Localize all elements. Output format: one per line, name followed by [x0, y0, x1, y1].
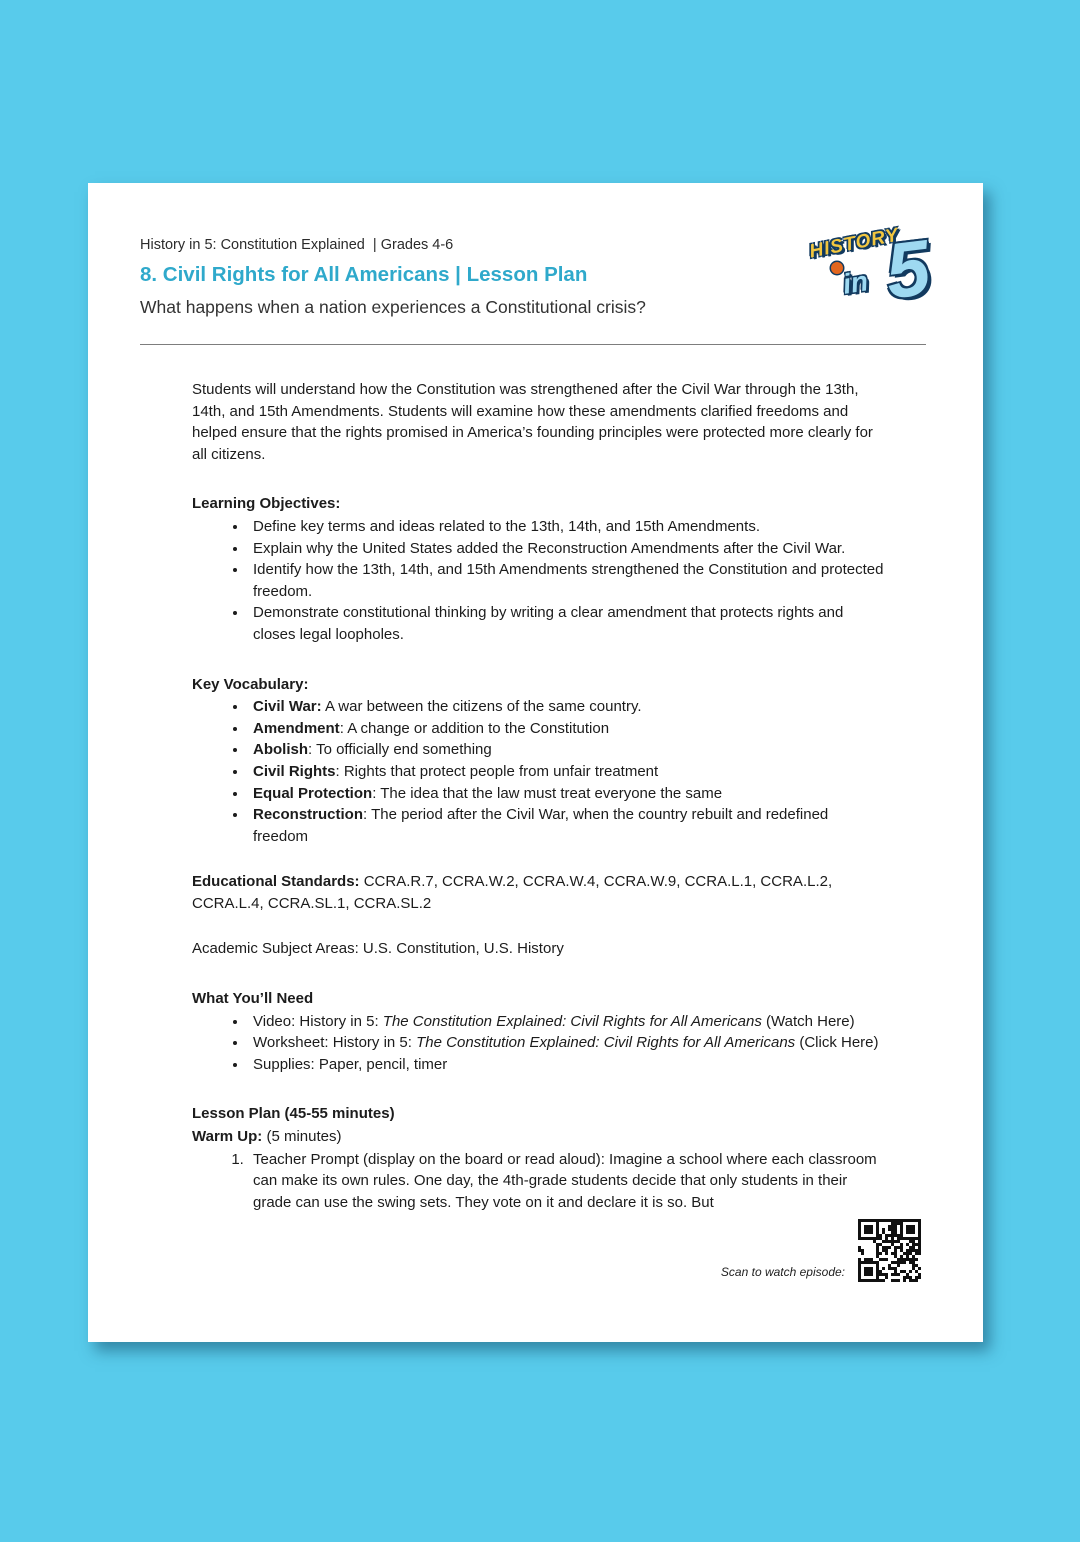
text-run: Equal Protection — [253, 784, 373, 802]
qr-code — [858, 1219, 921, 1282]
qr-footer — [721, 1219, 921, 1282]
text-run: A war between the citizens of the same country. — [321, 698, 642, 716]
paragraph — [192, 938, 886, 960]
text-run: : A change or addition to the Constitution — [339, 719, 610, 737]
text-run: Students will understand how the Constitution was strengthened after the Civil War through the 13th, 14th, and 15th Amendments. Students will examine how these amendments clarified freedoms and helped ensure that the rights promised in America’s founding principles were protected more clearly for all citizens. — [192, 381, 873, 463]
standards-label: Educational Standards: — [192, 873, 360, 891]
text-run: Demonstrate constitutional thinking by writing a clear amendment that protects rights and closes legal loopholes. — [253, 604, 844, 643]
page-subtitle: What happens when a nation experiences a Constitutional crisis? — [140, 297, 646, 317]
text-run: : Rights that protect people from unfair treatment — [335, 762, 659, 780]
history-in-5-logo — [807, 222, 935, 327]
list-item — [248, 739, 886, 761]
list-item — [248, 1149, 886, 1214]
text-run: (5 minutes) — [262, 1128, 342, 1146]
qr-caption: Scan to watch episode: — [720, 1265, 845, 1279]
text-run: Define key terms and ideas related to the 13th, 14th, and 15th Amendments. — [253, 517, 760, 535]
warm-up-label: Warm Up: — [192, 1128, 263, 1146]
paragraph — [192, 1126, 886, 1148]
text-run: Identify how the 13th, 14th, and 15th Amendments strengthened the Constitution and protected freedom. — [253, 561, 884, 600]
list-item — [248, 696, 886, 718]
page-title: 8. Civil Rights for All Americans | Lesson Plan — [140, 263, 588, 286]
list-item — [248, 761, 886, 783]
list-item — [248, 559, 886, 602]
click-here-link[interactable]: (Click Here) — [799, 1034, 879, 1052]
text-run: : The idea that the law must treat everyone the same — [372, 784, 723, 802]
text-run: The Constitution Explained: Civil Rights for All Americans — [416, 1034, 796, 1052]
logo-word-history: HISTORY — [807, 224, 901, 263]
section-heading — [192, 988, 886, 1010]
text-run: Abolish — [253, 741, 308, 759]
list-item — [248, 1011, 886, 1033]
text-run: Amendment — [253, 719, 340, 737]
paragraph — [192, 871, 886, 914]
text-run: Video: History in 5: — [253, 1012, 383, 1030]
series-eyebrow: History in 5: Constitution Explained | Grades 4-6 — [140, 237, 454, 253]
list-item — [248, 1032, 886, 1054]
text-run: Learning Objectives: — [192, 495, 341, 513]
watch-here-link[interactable]: (Watch Here) — [766, 1012, 855, 1030]
section-heading — [192, 674, 886, 696]
text-run: : To officially end something — [308, 741, 492, 759]
section-heading — [192, 493, 886, 515]
list-item — [248, 516, 886, 538]
logo-numeral-5: 5 — [880, 222, 935, 316]
text-run: Civil Rights — [253, 762, 336, 780]
list-item — [248, 602, 886, 645]
text-run: Key Vocabulary: — [192, 675, 309, 693]
text-run: Reconstruction — [253, 806, 364, 824]
subject-areas: Academic Subject Areas: U.S. Constitution, U.S. History — [192, 940, 564, 958]
standards-list: CCRA.R.7, CCRA.W.2, CCRA.W.4, CCRA.W.9, CCRA.L.1, CCRA.L.2, CCRA.L.4, CCRA.SL.1, CCRA.SL.2 — [192, 873, 833, 912]
document-header — [140, 237, 780, 318]
list-item — [248, 804, 886, 847]
text-run: Supplies: Paper, pencil, timer — [253, 1055, 448, 1073]
text-run: What You’ll Need — [192, 990, 314, 1008]
list-item — [248, 538, 886, 560]
document-page — [88, 183, 983, 1342]
list-item — [248, 718, 886, 740]
text-run: Civil War: — [253, 698, 322, 716]
text-run: Teacher Prompt (display on the board or read aloud): Imagine a school where each classroom can make its own rules. One day, the 4th-grade students decide that only students in their grade can use the swing sets. They vote on it and declare it is so. But — [253, 1150, 877, 1211]
section-heading — [192, 1103, 886, 1125]
header-divider — [140, 344, 926, 345]
list-item — [248, 1054, 886, 1076]
list-item — [248, 783, 886, 805]
text-run: The Constitution Explained: Civil Rights for All Americans — [382, 1012, 762, 1030]
text-run: : The period after the Civil War, when the country rebuilt and redefined freedom — [253, 806, 829, 845]
document-body — [192, 379, 886, 1213]
text-run: Explain why the United States added the Reconstruction Amendments after the Civil War. — [253, 539, 846, 557]
text-run: Worksheet: History in 5: — [253, 1034, 417, 1052]
text-run: Lesson Plan (45-55 minutes) — [192, 1105, 395, 1123]
logo-word-in: in — [840, 265, 871, 300]
paragraph — [192, 379, 886, 465]
